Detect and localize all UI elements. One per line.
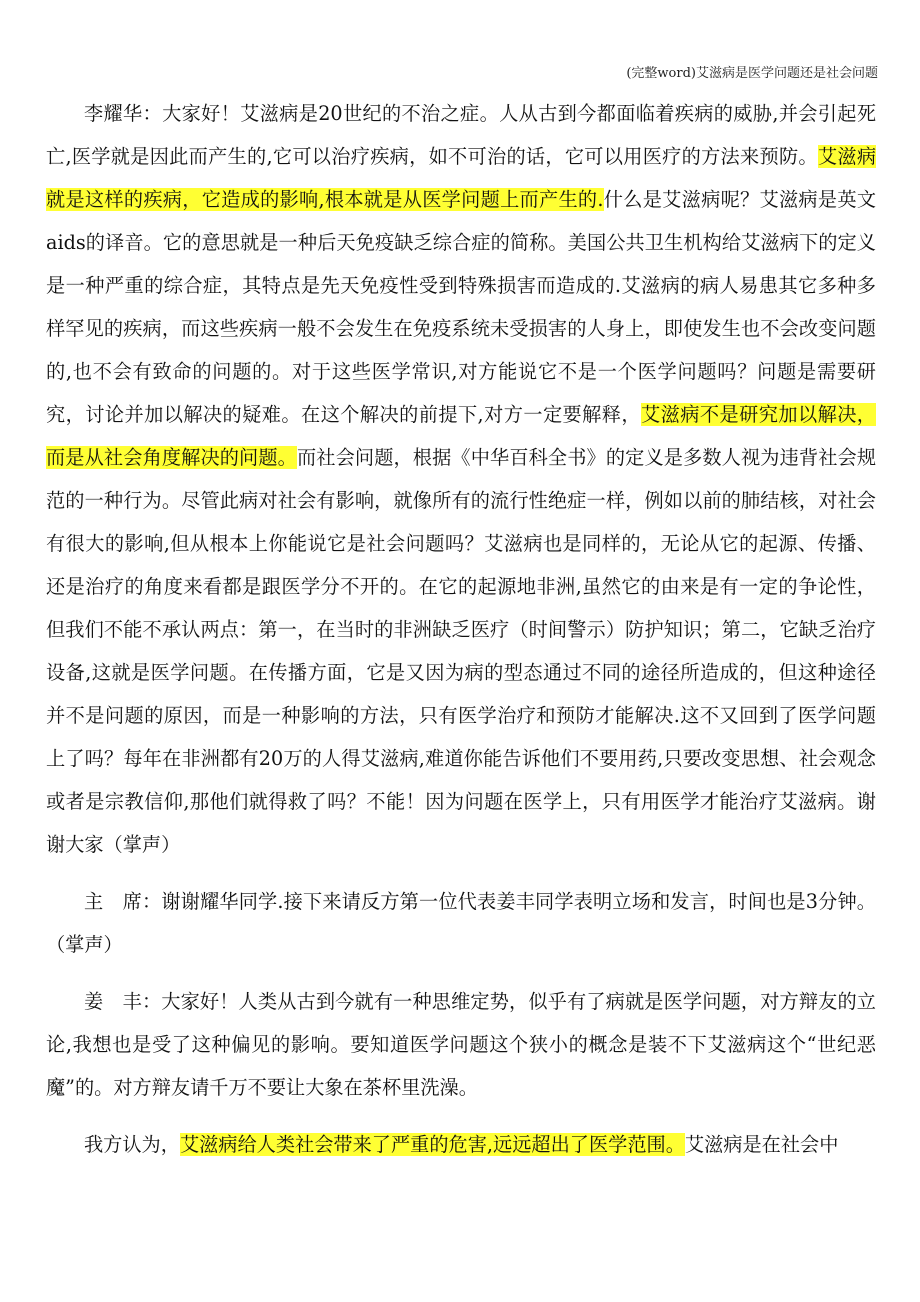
paragraph-li-yaohua xyxy=(46,92,876,866)
paragraph-chairman xyxy=(46,880,876,966)
paragraph-text: 大家好！人类从古到今就有一种思维定势，似乎有了病就是医学问题，对方辩友的立论,我想也是受了这种偏见的影响。要知道医学问题这个狭小的概念是装不下艾滋病这个“世纪恶魔”的。对方辩友请千万不要让大象在茶杯里洗澡。 xyxy=(46,990,876,1099)
document-body xyxy=(46,92,876,1180)
paragraph-text: 谢谢耀华同学.接下来请反方第一位代表姜丰同学表明立场和发言，时间也是3分钟。（掌声） xyxy=(46,890,876,956)
speaker-label: 姜 丰： xyxy=(84,990,162,1013)
speaker-label: 李耀华： xyxy=(84,102,163,125)
paragraph-text: 我方认为， xyxy=(84,1133,180,1156)
highlighted-text: 艾滋病给人类社会带来了严重的危害,远远超出了医学范围。 xyxy=(179,1133,685,1156)
paragraph-text: 艾滋病是在社会中 xyxy=(684,1133,839,1156)
paragraph-text: 大家好！艾滋病是20世纪的不治之症。人从古到今都面临着疾病的威胁,并会引起死亡,医学就是因此而产生的,它可以治疗疾病，如不可治的话，它可以用医疗的方法来预防。 xyxy=(46,102,877,168)
paragraph-text: 而社会问题，根据《中华百科全书》的定义是多数人视为违背社会规范的一种行为。尽管此病对社会有影响，就像所有的流行性绝症一样，例如以前的肺结核，对社会有很大的影响,但从根本上你能说它是社会问题吗？艾滋病也是同样的，无论从它的起源、传播、还是治疗的角度来看都是跟医学分不开的。在它的起源地非洲,虽然它的由来是有一定的争论性，但我们不能不承认两点：第一，在当时的非洲缺乏医疗（时间警示）防护知识；第二，它缺乏治疗设备,这就是医学问题。在传播方面，它是又因为病的型态通过不同的途径所造成的，但这种途径并不是问题的原因，而是一种影响的方法，只有医学治疗和预防才能解决.这不又回到了医学问题上了吗？每年在非洲都有20万的人得艾滋病,难道你能告诉他们不要用药,只要改变思想、社会观念或者是宗教信仰,那他们就得救了吗？不能！因为问题在医学上，只有用医学才能治疗艾滋病。谢谢大家（掌声） xyxy=(46,446,877,856)
highlighted-text: 艾滋病不是研究加以解决，而是从社会角度解决的问题。 xyxy=(46,403,876,469)
paragraph-our-side xyxy=(46,1123,876,1166)
speaker-label: 主 席： xyxy=(84,890,162,913)
highlighted-text: 艾滋病就是这样的疾病，它造成的影响,根本就是从医学问题上而产生的. xyxy=(46,145,877,211)
running-header: (完整word)艾滋病是医学问题还是社会问题 xyxy=(626,66,878,81)
paragraph-text: 什么是艾滋病呢？艾滋病是英文aids的译音。它的意思就是一种后天免疫缺乏综合症的简称。美国公共卫生机构给艾滋病下的定义是一种严重的综合症，其特点是先天免疫性受到特殊损害而造成的.艾滋病的病人易患其它多种多样罕见的疾病，而这些疾病一般不会发生在免疫系统未受损害的人身上，即使发生也不会改变问题的,也不会有致命的问题的。对于这些医学常识,对方能说它不是一个医学问题吗？问题是需要研究，讨论并加以解决的疑难。在这个解决的前提下,对方一定要解释， xyxy=(46,188,877,426)
paragraph-jiang-feng xyxy=(46,980,876,1109)
